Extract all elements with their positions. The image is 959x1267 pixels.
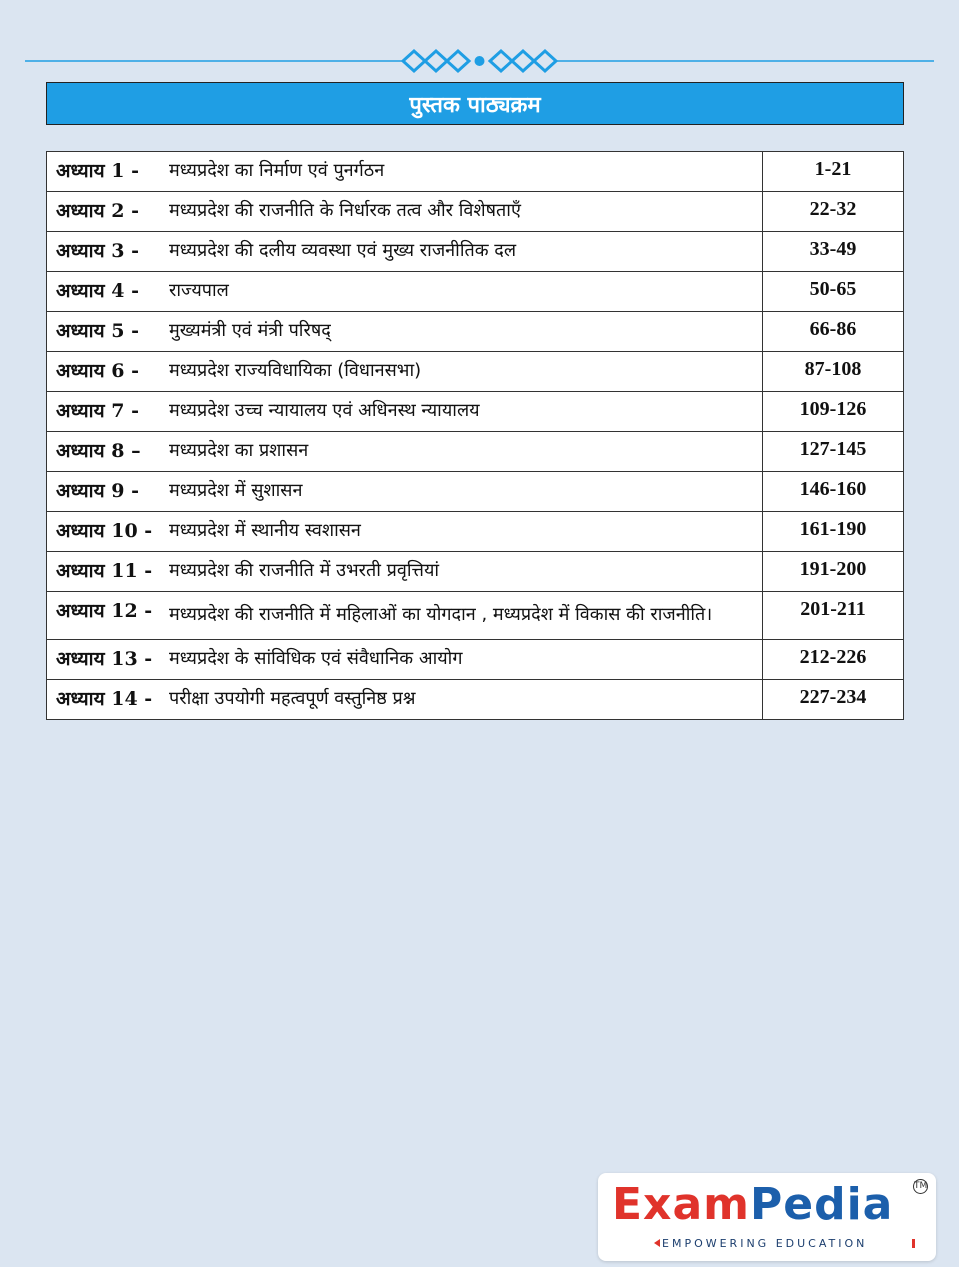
- chapter-row: [47, 680, 904, 720]
- chapter-number: अध्याय 5 -: [56, 320, 139, 342]
- logo-word-pedia: Pedia: [749, 1179, 894, 1230]
- chapter-number: अध्याय 7 -: [56, 400, 139, 422]
- chapter-number: अध्याय 3 -: [56, 240, 139, 262]
- chapter-cell: [47, 392, 763, 432]
- chapter-row: [47, 592, 904, 640]
- chapter-pages: 66-86: [763, 312, 904, 352]
- chapter-cell: [47, 312, 763, 352]
- chapter-number: अध्याय 9 -: [56, 480, 139, 502]
- chapter-row: [47, 312, 904, 352]
- chapter-pages: 212-226: [763, 640, 904, 680]
- chapter-number: अध्याय 1 -: [56, 160, 139, 182]
- chapter-cell: [47, 352, 763, 392]
- trademark-badge: TM: [913, 1179, 928, 1194]
- chapter-cell: [47, 192, 763, 232]
- chapter-title: मध्यप्रदेश का प्रशासन: [169, 440, 309, 461]
- contents-table: [46, 151, 904, 720]
- logo-word-exam: Exam: [612, 1179, 750, 1230]
- tagline-left-arrow-icon: [654, 1239, 660, 1247]
- chapter-row: [47, 272, 904, 312]
- chapter-number: अध्याय 11 -: [56, 560, 153, 582]
- chapter-title: राज्यपाल: [169, 280, 229, 301]
- header-ornament: [25, 48, 934, 74]
- chapter-pages: 127-145: [763, 432, 904, 472]
- chapter-cell: [47, 512, 763, 552]
- chapter-row: [47, 192, 904, 232]
- chapter-pages: 50-65: [763, 272, 904, 312]
- chapter-number: अध्याय 6 -: [56, 360, 139, 382]
- chapter-pages: 22-32: [763, 192, 904, 232]
- chapter-row: [47, 552, 904, 592]
- chapter-title: मध्यप्रदेश के सांविधिक एवं संवैधानिक आयोग: [169, 648, 463, 669]
- chapter-title: मध्यप्रदेश का निर्माण एवं पुनर्गठन: [169, 160, 385, 181]
- chapter-title: मध्यप्रदेश की राजनीति में महिलाओं का योगदान , मध्यप्रदेश में विकास की राजनीति।: [169, 604, 713, 625]
- chapter-title: मध्यप्रदेश राज्यविधायिका (विधानसभा): [169, 360, 422, 381]
- tagline-right-bar-icon: [912, 1239, 915, 1248]
- chapter-cell: [47, 232, 763, 272]
- chapter-row: [47, 640, 904, 680]
- chapter-number: अध्याय 10 -: [56, 520, 153, 542]
- chapter-number: अध्याय 13 -: [56, 648, 153, 670]
- chapter-row: [47, 472, 904, 512]
- chapter-cell: [47, 152, 763, 192]
- chapter-pages: 161-190: [763, 512, 904, 552]
- chapter-pages: 146-160: [763, 472, 904, 512]
- chapter-title: मध्यप्रदेश में स्थानीय स्वशासन: [169, 520, 361, 541]
- chapter-title: मुख्यमंत्री एवं मंत्री परिषद्: [169, 320, 331, 341]
- page-title: [46, 82, 904, 125]
- chapter-pages: 87-108: [763, 352, 904, 392]
- chapter-number: अध्याय 8 –: [56, 440, 141, 462]
- chapter-cell: [47, 472, 763, 512]
- chapter-number: अध्याय 14 -: [56, 688, 153, 710]
- chapter-pages: 109-126: [763, 392, 904, 432]
- chapter-pages: 1-21: [763, 152, 904, 192]
- chapter-title: मध्यप्रदेश की दलीय व्यवस्था एवं मुख्य राजनीतिक दल: [169, 240, 517, 261]
- chapter-row: [47, 392, 904, 432]
- chapter-cell: [47, 592, 763, 640]
- chapter-cell: [47, 552, 763, 592]
- chapter-row: [47, 352, 904, 392]
- page-title-text: पुस्तक पाठ्यक्रम: [409, 92, 541, 118]
- chapter-row: [47, 232, 904, 272]
- logo-tagline: EMPOWERING EDUCATION: [662, 1237, 868, 1250]
- chapter-title: मध्यप्रदेश की राजनीति में उभरती प्रवृत्तियां: [169, 560, 440, 581]
- chapter-cell: [47, 680, 763, 720]
- chapter-cell: [47, 640, 763, 680]
- chapter-row: [47, 512, 904, 552]
- chapter-title: मध्यप्रदेश में सुशासन: [169, 480, 303, 501]
- chapter-row: [47, 152, 904, 192]
- chapter-title: परीक्षा उपयोगी महत्वपूर्ण वस्तुनिष्ठ प्रश्न: [169, 688, 416, 709]
- chapter-cell: [47, 272, 763, 312]
- chapter-title: मध्यप्रदेश की राजनीति के निर्धारक तत्व और विशेषताएँ: [169, 200, 521, 221]
- chapter-pages: 191-200: [763, 552, 904, 592]
- chapter-title: मध्यप्रदेश उच्च न्यायालय एवं अधिनस्थ न्यायालय: [169, 400, 480, 421]
- logo-wordmark: [612, 1179, 893, 1230]
- chapter-pages: 33-49: [763, 232, 904, 272]
- chapter-number: अध्याय 4 -: [56, 280, 139, 302]
- chapter-pages: 201-211: [763, 592, 904, 640]
- chapter-row: [47, 432, 904, 472]
- chapter-number: अध्याय 12 -: [56, 600, 153, 622]
- chapter-cell: [47, 432, 763, 472]
- chapter-number: अध्याय 2 -: [56, 200, 139, 222]
- exampedia-logo: [598, 1173, 936, 1261]
- chapter-pages: 227-234: [763, 680, 904, 720]
